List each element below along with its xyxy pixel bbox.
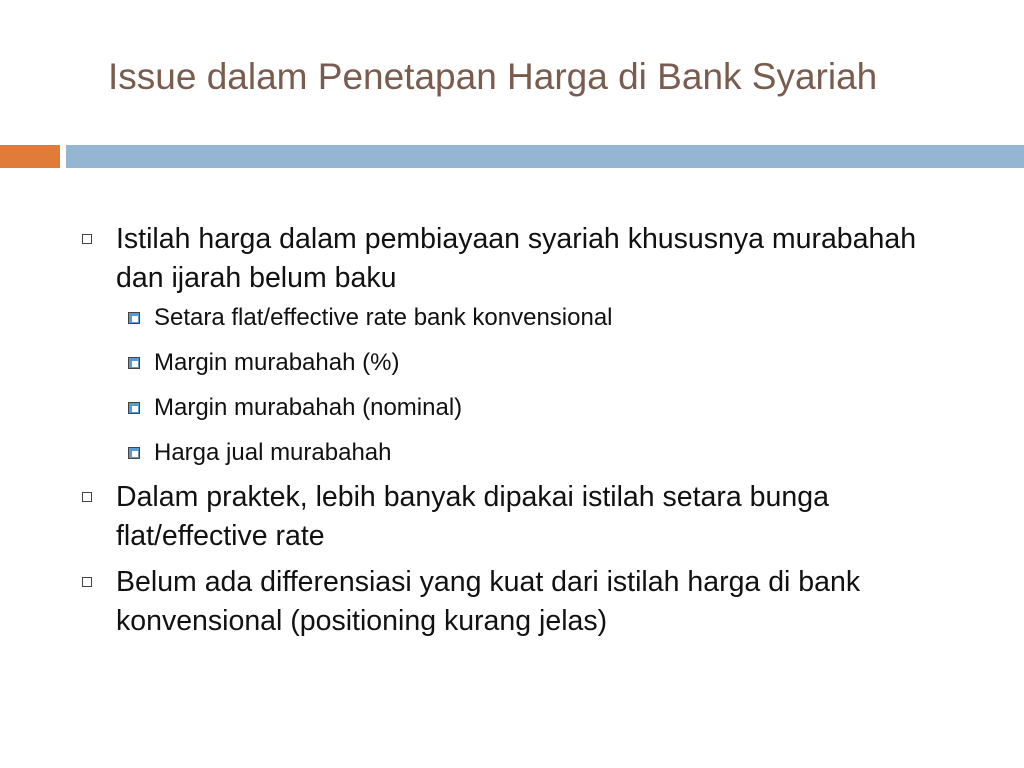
bullet-text: Istilah harga dalam pembiayaan syariah khususnya murabahah dan ijarah belum baku <box>116 223 917 294</box>
sub-bullet-list <box>116 303 962 468</box>
bullet-item <box>82 563 962 641</box>
sub-bullet-text: Margin murabahah (%) <box>154 349 400 376</box>
sub-bullet-text: Setara flat/effective rate bank konvensional <box>154 304 613 331</box>
sub-bullet-text: Margin murabahah (nominal) <box>154 394 463 421</box>
bullet-list <box>82 220 962 648</box>
square-bullet-icon <box>128 402 140 414</box>
hollow-square-icon <box>82 234 92 244</box>
square-bullet-icon <box>128 447 140 459</box>
bullet-text: Belum ada differensiasi yang kuat dari istilah harga di bank konvensional (positioning kurang jelas) <box>116 566 861 637</box>
sub-bullet-text: Harga jual murabahah <box>154 439 392 466</box>
slide-title: Issue dalam Penetapan Harga di Bank Syariah <box>108 56 878 97</box>
bullet-text: Dalam praktek, lebih banyak dipakai istilah setara bunga flat/effective rate <box>116 481 829 552</box>
hollow-square-icon <box>82 492 92 502</box>
sub-bullet-item <box>118 303 962 333</box>
sub-bullet-item <box>118 438 962 468</box>
bullet-item <box>82 220 962 468</box>
bullet-item <box>82 478 962 556</box>
square-bullet-icon <box>128 357 140 369</box>
accent-bar-blue <box>66 145 1024 168</box>
accent-bar-orange <box>0 145 60 168</box>
square-bullet-icon <box>128 312 140 324</box>
hollow-square-icon <box>82 577 92 587</box>
sub-bullet-item <box>118 348 962 378</box>
sub-bullet-item <box>118 393 962 423</box>
